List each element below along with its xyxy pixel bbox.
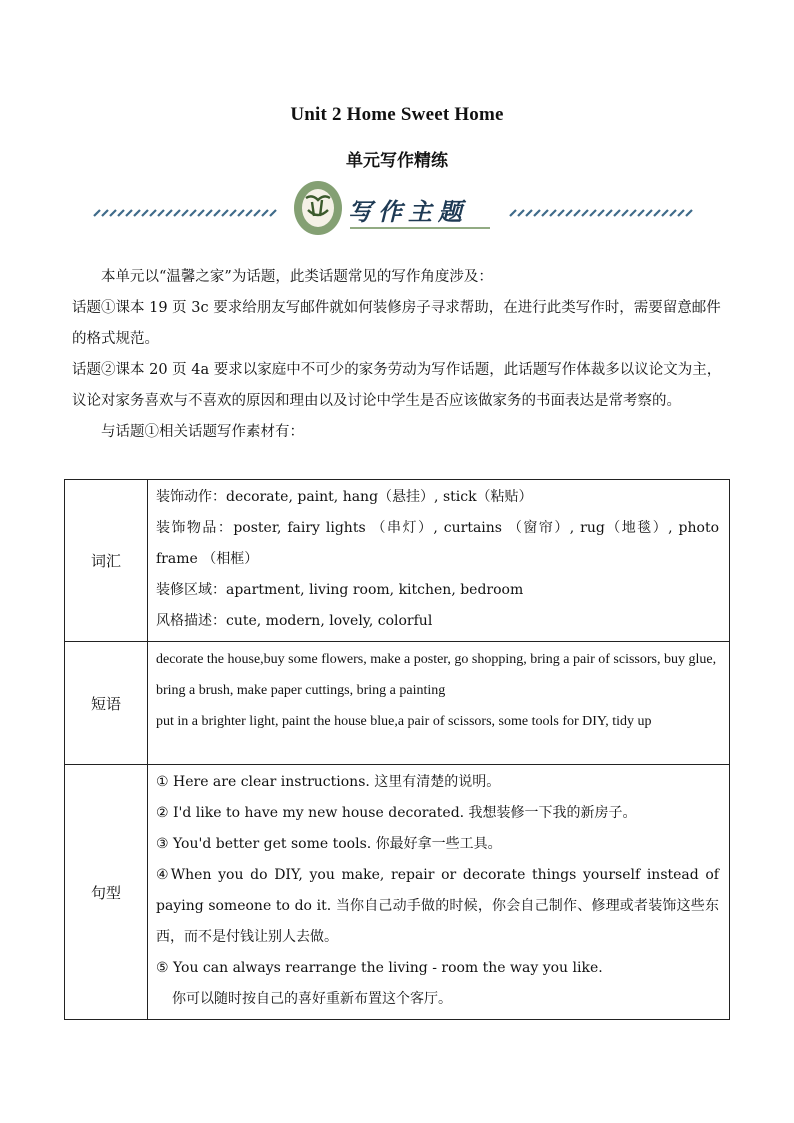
sentence-line: ④When you do DIY, you make, repair or decorate things yourself instead of paying someone to do it. 当你自己动手做的时候，你会自己制作、修理或者装饰这些东西，而不是付钱让别人去做。 (156, 867, 719, 945)
phrases-row (65, 642, 730, 765)
vocab-header: 词汇 (65, 480, 148, 642)
vocab-line: 装饰物品：poster, fairy lights （串灯）, curtains （窗帘）, rug（地毯）, photo frame （相框） (156, 520, 719, 567)
topic-2: 话题②课本 20 页 4a 要求以家庭中不可少的家务劳动为写作话题，此话题写作体裁多以议论文为主，议论对家务喜欢与不喜欢的原因和理由以及讨论中学生是否应该做家务的书面表达是常考察的。 (72, 362, 722, 409)
topic-1: 话题①课本 19 页 3c 要求给朋友写邮件就如何装修房子寻求帮助，在进行此类写作时，需要留意邮件的格式规范。 (72, 300, 721, 347)
page-subtitle: 单元写作精练 (346, 151, 448, 171)
materials-table (64, 479, 730, 1020)
vocab-content (148, 480, 730, 642)
phrases-header: 短语 (65, 642, 148, 765)
vocab-line: 风格描述：cute, modern, lovely, colorful (156, 613, 433, 629)
vocab-row (65, 480, 730, 642)
sentences-row (65, 765, 730, 1020)
banner-label: 写作主题 (348, 197, 468, 226)
phrases-line: decorate the house,buy some flowers, make a poster, go shopping, bring a pair of scissors, buy glue, bring a brush, make paper cuttings, bring a painting (156, 652, 717, 698)
section-banner (90, 178, 694, 240)
intro-line: 本单元以“温馨之家”为话题，此类话题常见的写作角度涉及： (101, 269, 493, 285)
phrases-line: put in a brighter light, paint the house blue,a pair of scissors, some tools for DIY, tidy up (156, 714, 652, 729)
sentences-content (148, 765, 730, 1020)
sentences-header: 句型 (65, 765, 148, 1020)
materials-intro: 与话题①相关话题写作素材有： (101, 424, 304, 440)
sentence-line: ② I'd like to have my new house decorated. 我想装修一下我的新房子。 (156, 805, 637, 821)
writing-badge-icon (294, 181, 342, 235)
vocab-line: 装饰动作：decorate, paint, hang（悬挂）, stick（粘贴） (156, 489, 533, 505)
sentence-line: 你可以随时按自己的喜好重新布置这个客厅。 (172, 991, 452, 1007)
sentence-line: ⑤ You can always rearrange the living - room the way you like. (156, 960, 603, 976)
intro-section (72, 262, 724, 448)
page-title: Unit 2 Home Sweet Home (290, 104, 504, 125)
sentence-line: ① Here are clear instructions. 这里有清楚的说明。 (156, 774, 501, 790)
vocab-line: 装修区域：apartment, living room, kitchen, bedroom (156, 582, 524, 598)
sentence-line: ③ You'd better get some tools. 你最好拿一些工具。 (156, 836, 502, 852)
phrases-content (148, 642, 730, 765)
